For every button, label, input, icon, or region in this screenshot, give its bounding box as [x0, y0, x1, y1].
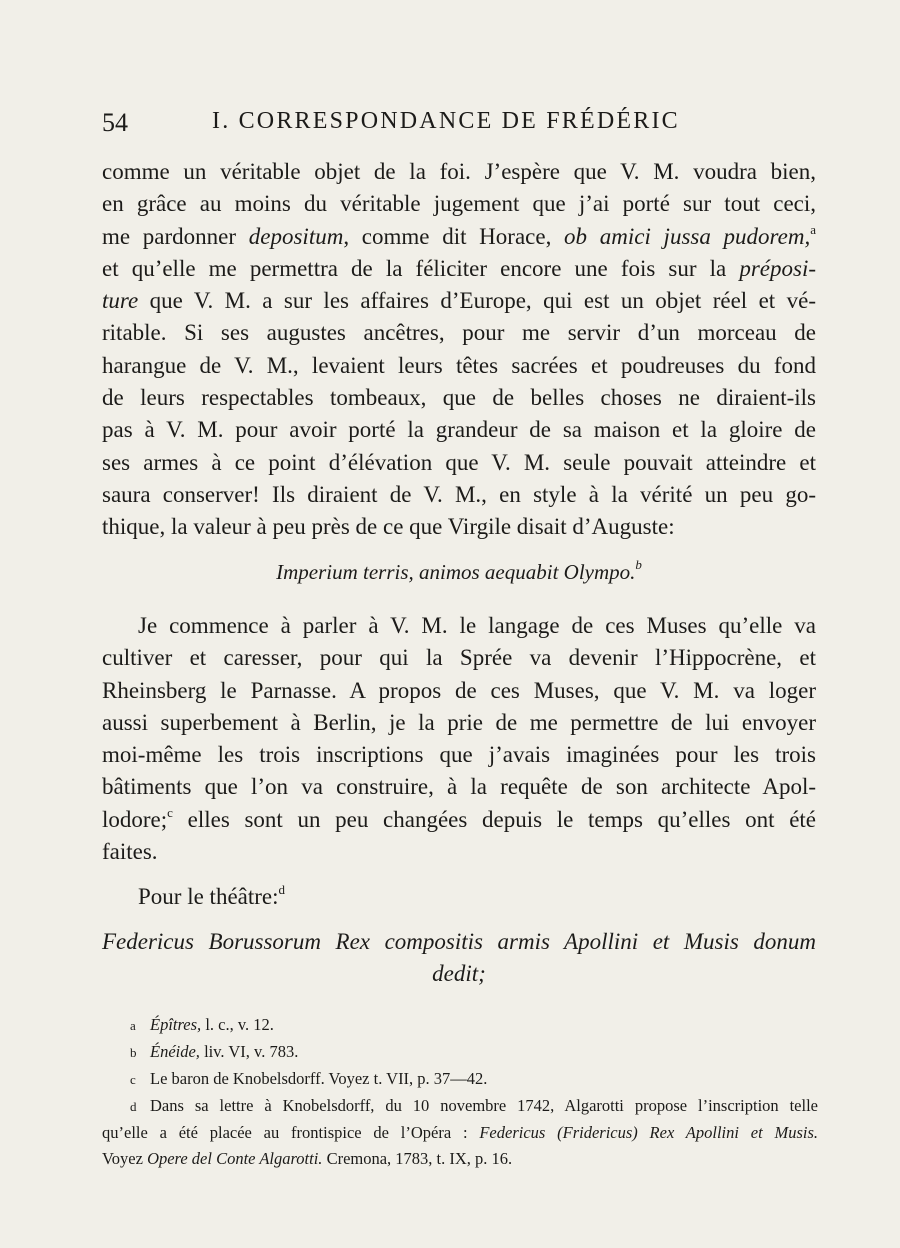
text-line: faites. — [102, 839, 158, 865]
text-line: harangue de V. M., levaient leurs têtes sacrées et poudreuses du fond — [102, 352, 816, 378]
text-line: et qu’elle me permettra de la féliciter encore une fois sur la préposi- — [102, 255, 816, 281]
footnote-b: b Énéide, liv. VI, v. 783. — [130, 1042, 299, 1061]
theatre-heading: Pour le théâtre:$^d$ — [138, 882, 286, 909]
text-line: pas à V. M. pour avoir porté la grandeur de sa maison et la gloire de — [102, 417, 816, 443]
footnote-ref-b: b — [635, 557, 642, 572]
paragraph-2 — [102, 610, 816, 868]
footnote-a: a Épîtres, l. c., v. 12. — [130, 1015, 274, 1034]
text-line: ture que V. M. a sur les affaires d’Europe, qui est un objet réel et vé- — [102, 288, 816, 314]
footnotes — [102, 1012, 818, 1172]
text-line: saura conserver! Ils diraient de V. M., en style à la vérité un peu go- — [102, 481, 816, 507]
text-line: de leurs respectables tombeaux, que de belles choses ne diraient-ils — [102, 385, 816, 411]
text-line: me pardonner depositum, comme dit Horace, ob amici jussa pudorem,$^a$ — [102, 221, 817, 249]
text-line: ses armes à ce point d’élévation que V. M. seule pouvait atteindre et — [102, 449, 816, 475]
text-line: bâtiments que l’on va construire, à la requête de son architecte Apol- — [102, 774, 816, 800]
theatre-inscription — [102, 926, 816, 990]
text-line: cultiver et caresser, pour qui la Sprée va devenir l’Hippocrène, et — [102, 645, 816, 671]
latin-quote: Imperium terris, animos aequabit Olympo.$^b$ — [276, 557, 642, 584]
text-line: Je commence à parler à V. M. le langage de ces Muses qu’elle va — [138, 613, 816, 638]
text-line: lodore;$^c$ elles sont un peu changées depuis le temps qu’elles ont été — [102, 804, 816, 832]
page-header — [102, 108, 822, 148]
paragraph-1 — [102, 156, 816, 544]
page-number: 54 — [102, 108, 128, 137]
footnote-d-cont: Voyez Opere del Conte Algarotti. Cremona, 1783, t. IX, p. 16. — [102, 1149, 513, 1168]
text-line: ritable. Si ses augustes ancêtres, pour me servir d’un morceau de — [102, 320, 816, 346]
italic-phrase: depositum — [248, 223, 344, 249]
footnote-d-cont: qu’elle a été placée au frontispice de l’Opéra : Federicus (Fridericus) Rex Apollini et Musis. — [102, 1123, 818, 1142]
text-line: Rheinsberg le Parnasse. A propos de ces Muses, que V. M. va loger — [102, 677, 816, 703]
inscription-line: Federicus Borussorum Rex compositis armis Apollini et Musis donum — [102, 929, 816, 954]
footnote-c: c Le baron de Knobelsdorff. Voyez t. VII, p. 37—42. — [130, 1069, 488, 1088]
inscription-line: dedit; — [432, 961, 486, 987]
italic-phrase: préposi- — [739, 255, 816, 281]
footnote-ref-a: a — [810, 221, 817, 237]
running-title: I. CORRESPONDANCE DE FRÉDÉRIC — [212, 108, 680, 134]
text-line: aussi superbement à Berlin, je la prie de me permettre de lui envoyer — [102, 709, 816, 735]
footnote-ref-d: d — [278, 882, 286, 897]
text-line: en grâce au moins du véritable jugement que j’ai porté sur tout ceci, — [102, 191, 816, 217]
italic-phrase: ture — [102, 288, 139, 314]
footnote-d: d Dans sa lettre à Knobelsdorff, du 10 novembre 1742, Algarotti propose l’inscription telle — [130, 1096, 818, 1115]
text-line: thique, la valeur à peu près de ce que Virgile disait d’Auguste: — [102, 514, 675, 540]
footnote-ref-c: c — [167, 804, 173, 820]
italic-phrase: ob amici jussa pudorem, — [564, 223, 811, 249]
text-line: moi-même les trois inscriptions que j’avais imaginées pour les trois — [102, 742, 816, 768]
text-line: comme un véritable objet de la foi. J’espère que V. M. voudra bien, — [102, 159, 816, 184]
